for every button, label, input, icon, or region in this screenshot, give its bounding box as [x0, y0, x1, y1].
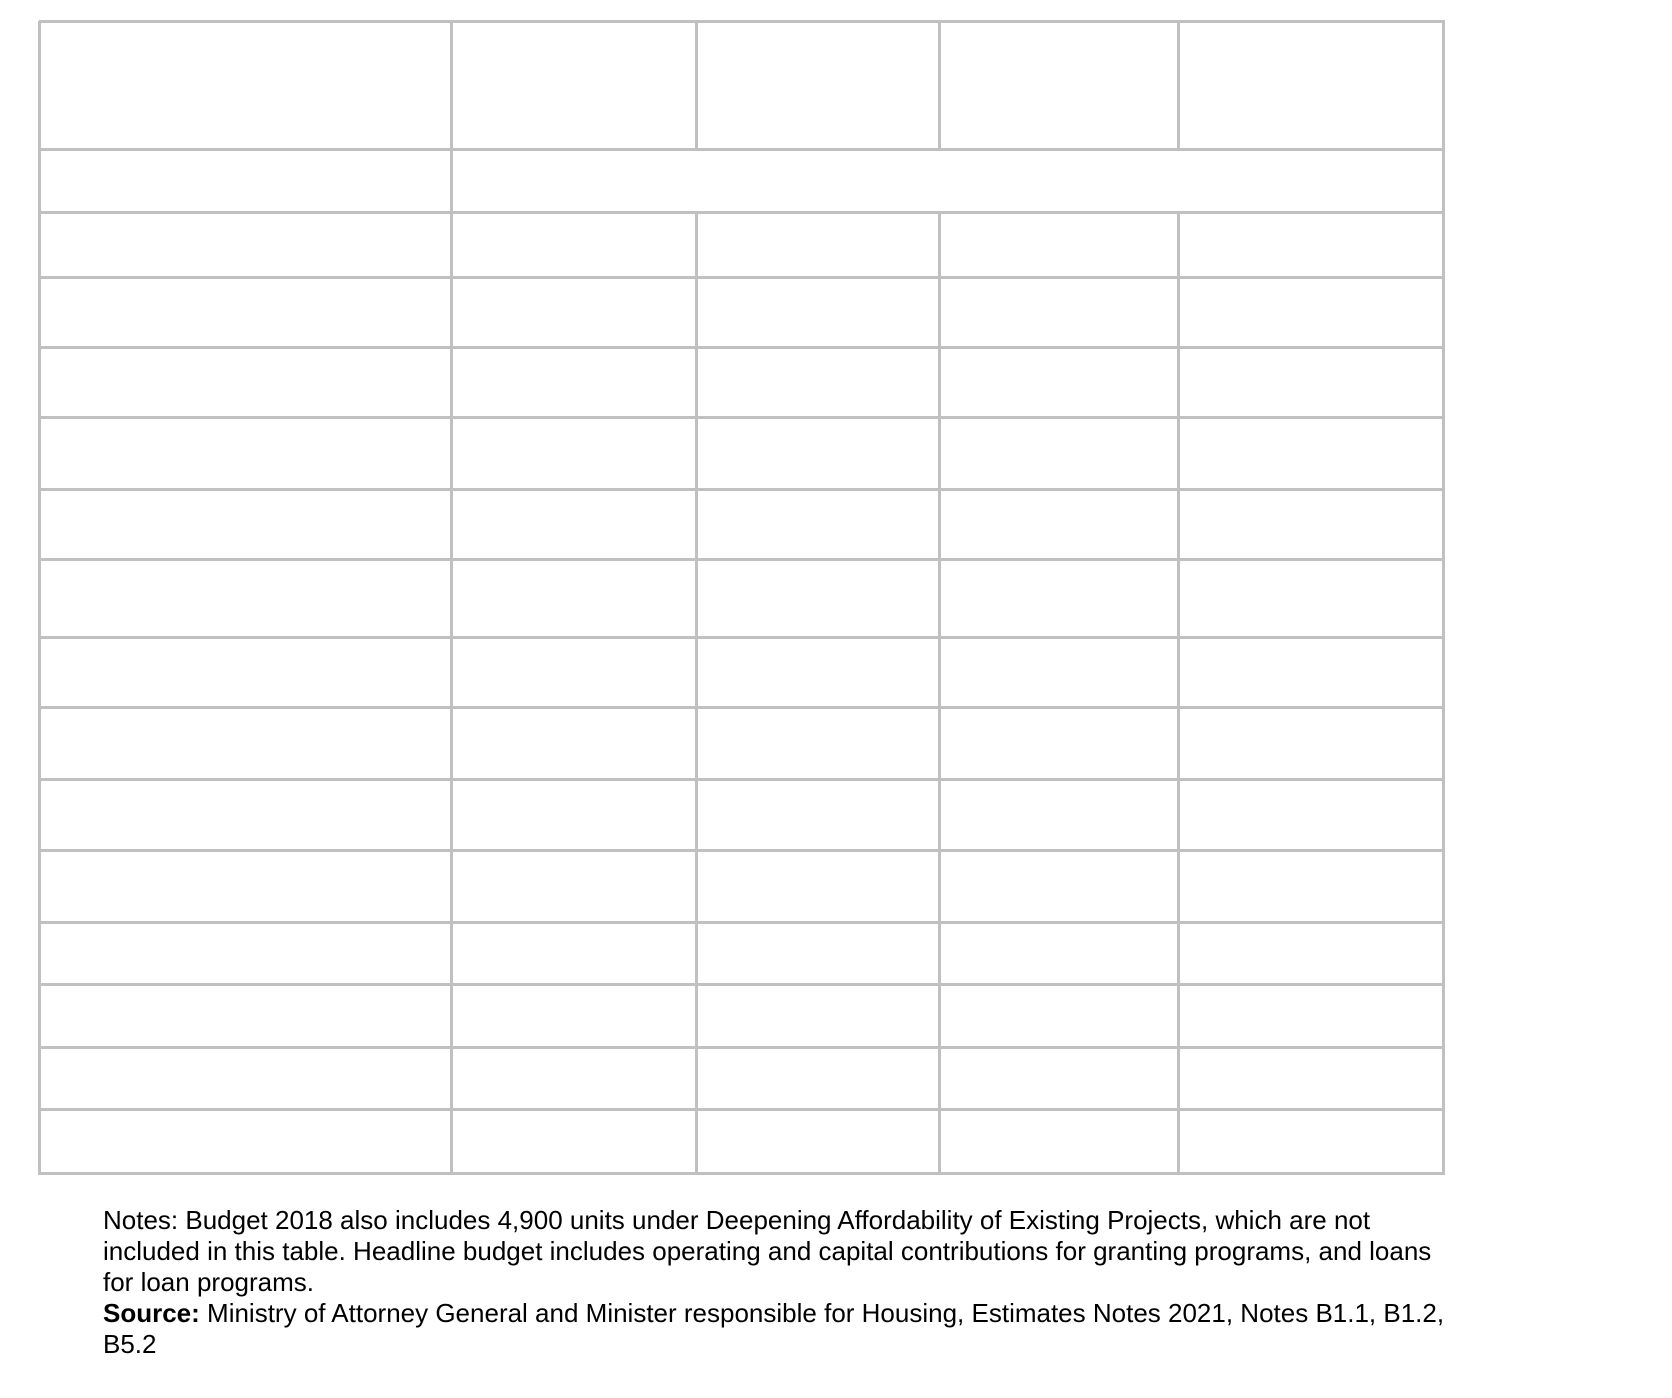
table-row-border [39, 20, 1445, 23]
table-column-border [38, 21, 41, 1175]
table-column-border [938, 211, 941, 1174]
notes-line-1: Notes: Budget 2018 also includes 4,900 units under Deepening Affordability of Existing Projects, which are not [103, 1205, 1371, 1235]
table-row-border [39, 148, 1445, 151]
table-row-border [39, 849, 1445, 852]
table-column-border [695, 211, 698, 1174]
table-row-border [39, 1108, 1445, 1111]
table-row-border [39, 488, 1445, 491]
source-line-1 [103, 1298, 1503, 1329]
table-column-border [450, 21, 453, 1175]
table-row-border [39, 636, 1445, 639]
table-column-border [695, 21, 698, 151]
source-label: Source: [103, 1298, 200, 1328]
table-column-border [1442, 21, 1445, 1175]
table-row-border [39, 416, 1445, 419]
table-column-border [1177, 21, 1180, 151]
table-row-border [39, 778, 1445, 781]
housing-units-table [39, 21, 1443, 1173]
table-column-border [938, 21, 941, 151]
table-row-border [39, 1172, 1445, 1175]
notes-line-2: included in this table. Headline budget includes operating and capital contributions for granting programs, and loans [103, 1236, 1432, 1266]
table-column-border [1177, 211, 1180, 1174]
table-row-border [39, 276, 1445, 279]
table-row-border [39, 983, 1445, 986]
source-line-2: B5.2 [103, 1329, 157, 1359]
table-row-border [39, 1046, 1445, 1049]
table-row-border [39, 346, 1445, 349]
table-notes [103, 1205, 1503, 1360]
table-row-border [39, 211, 1445, 214]
notes-line-3: for loan programs. [103, 1267, 314, 1297]
table-row-border [39, 921, 1445, 924]
source-text: Ministry of Attorney General and Minister responsible for Housing, Estimates Notes 2021, Notes B1.1, B1.2, [199, 1298, 1445, 1328]
table-row-border [39, 558, 1445, 561]
table-row-border [39, 706, 1445, 709]
